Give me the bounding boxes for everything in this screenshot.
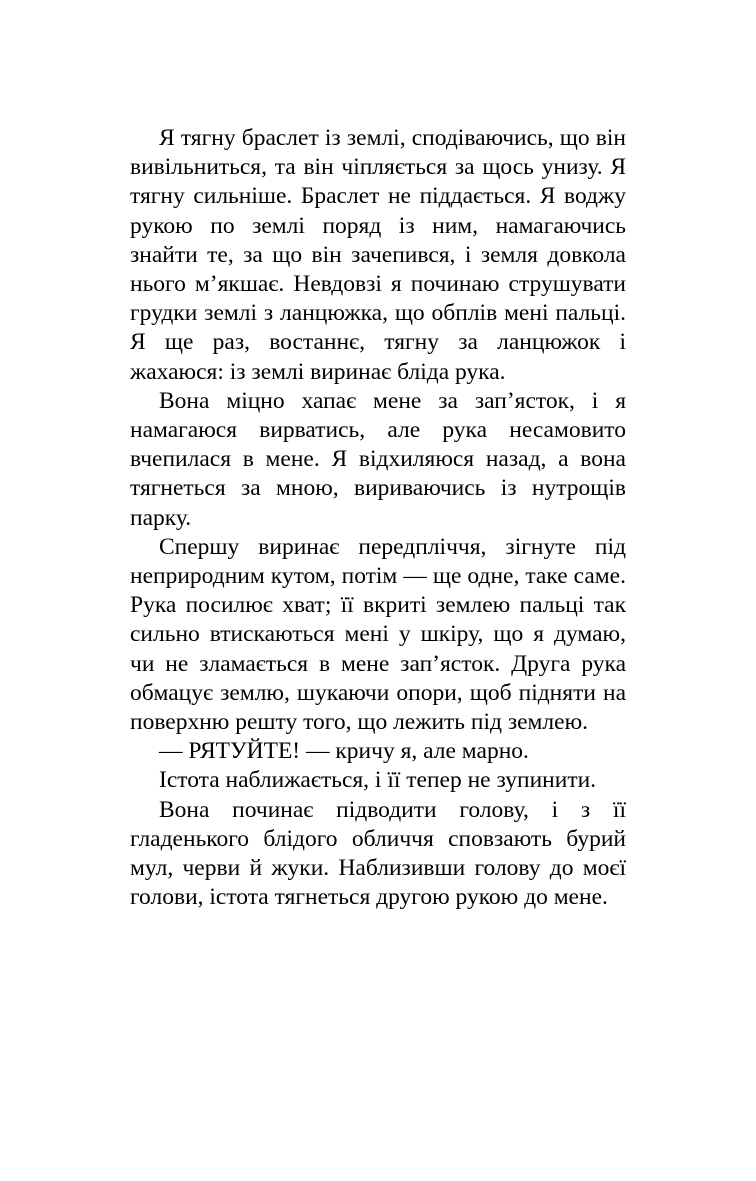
page-text-block: [130, 124, 626, 912]
paragraph-6: Вона починає підводити голову, і з її гладенького блідого обличчя сповзають бурий мул, черви й жуки. Наблизивши голову до моєї голови, істота тягнеться другою рукою до мене.: [130, 796, 626, 911]
paragraph-4-dialogue: — РЯТУЙТЕ! — кричу я, але марно.: [159, 738, 529, 765]
paragraph-3: Спершу виринає передпліччя, зігнуте під неприродним кутом, потім — ще одне, таке саме. Рука посилює хват; її вкриті землею пальці так сильно втискаються мені у шкіру, що я думаю, чи не зламається в мене зап’ясток. Друга рука обмацує землю, шукаючи опори, щоб підняти на поверхню решту того, що лежить під землею.: [130, 533, 626, 736]
paragraph-2: Вона міцно хапає мене за зап’ясток, і я намагаюся вирватись, але рука несамовито вчепилася в мене. Я відхиляюся назад, а вона тягнеться за мною, вириваючись із нутрощів парку.: [130, 387, 626, 531]
paragraph-5: Істота наближається, і її тепер не зупинити.: [159, 767, 597, 794]
paragraph-1: Я тягну браслет із землі, сподіваючись, що він вивільниться, та він чіпляється за щось унизу. Я тягну сильніше. Браслет не піддається. Я воджу рукою по землі поряд із ним, намагаючись знайти те, за що він зачепився, і земля довкола нього м’якшає. Невдовзі я починаю струшувати грудки землі з ланцюжка, що обплів мені пальці. Я ще раз, востаннє, тягну за ланцюжок і жахаюся: із землі виринає бліда рука.: [130, 125, 626, 385]
